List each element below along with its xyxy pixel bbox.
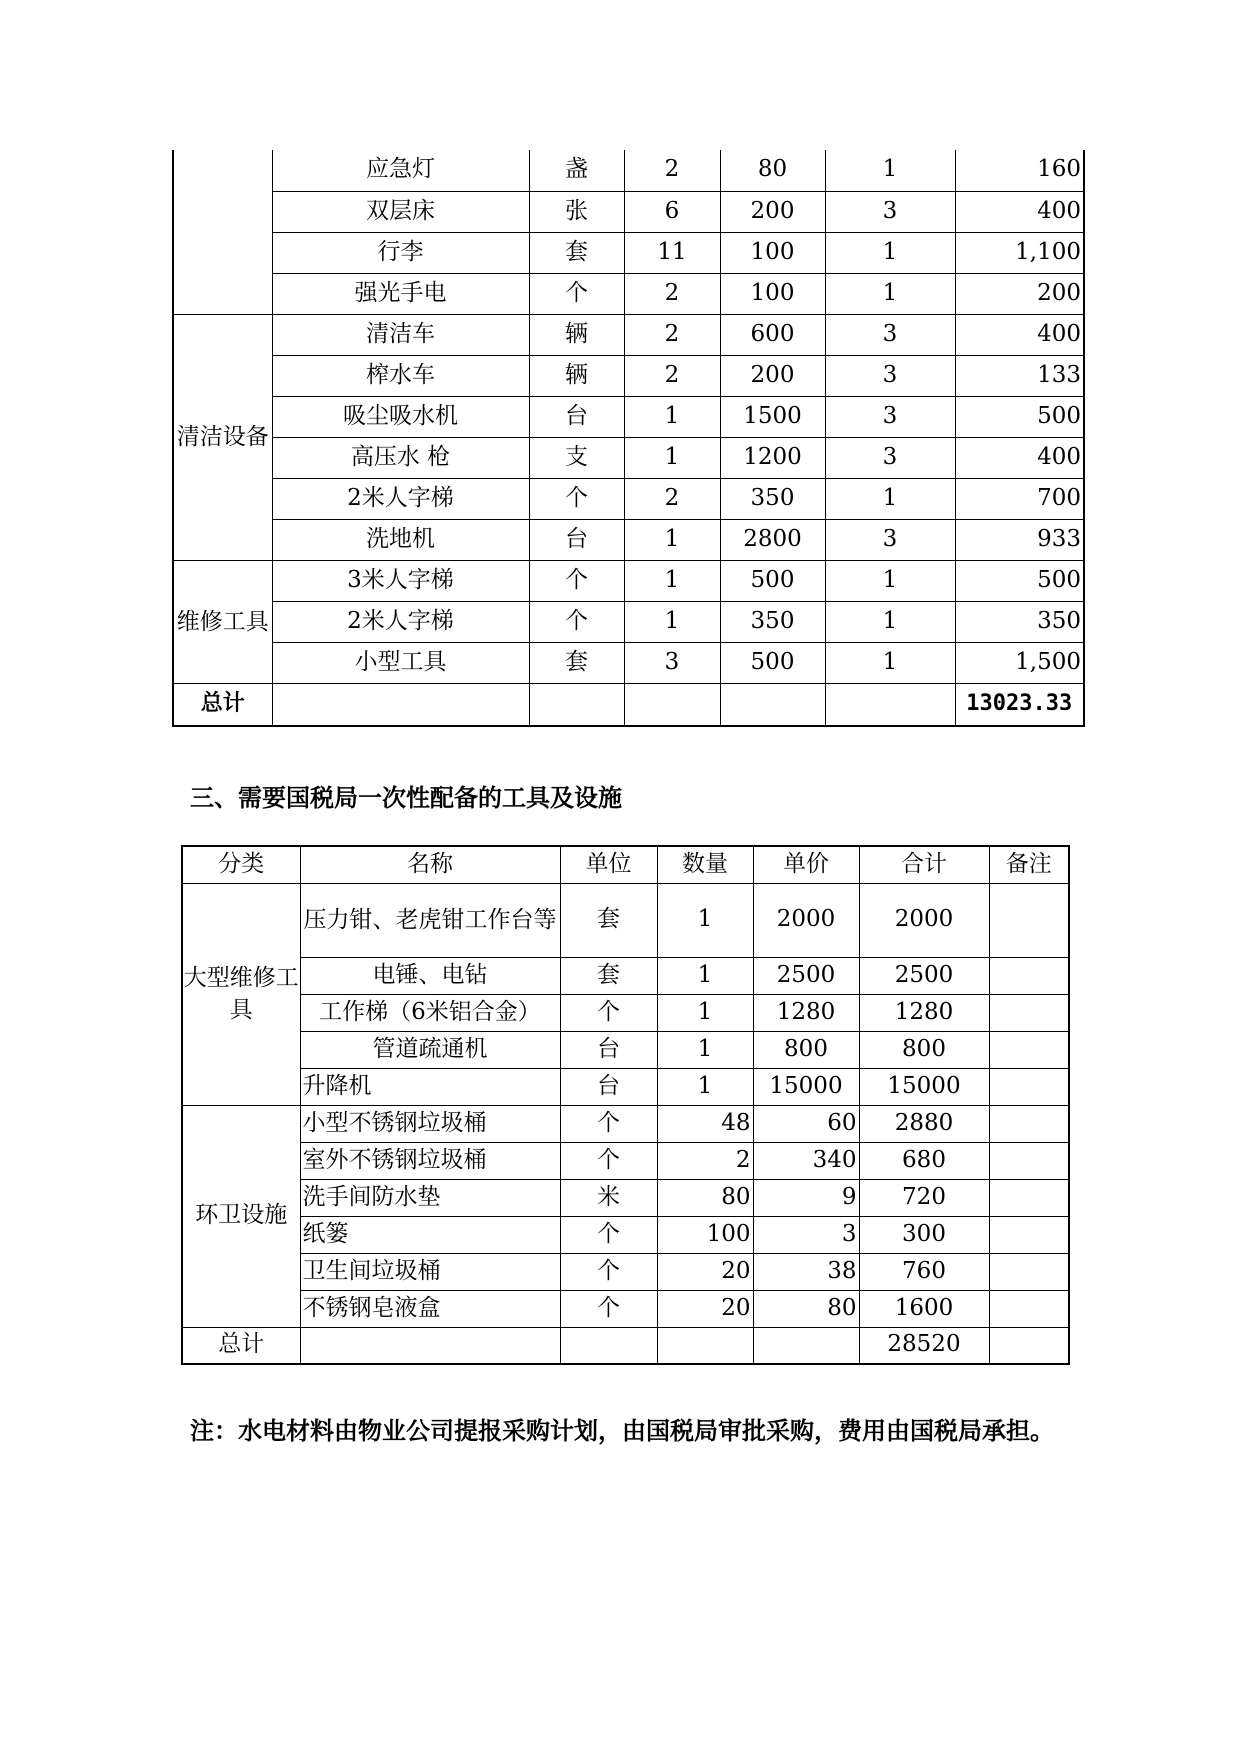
item-name: 榨水车 [272,355,529,396]
item-remark [989,1179,1069,1216]
item-unit: 辆 [529,314,624,355]
item-unit: 套 [529,642,624,683]
item-years: 3 [825,314,955,355]
item-remark [989,1216,1069,1253]
item-years: 3 [825,191,955,232]
table-row [182,1142,1069,1179]
table-row [182,1253,1069,1290]
table-row [173,273,1084,314]
item-price: 3 [753,1216,859,1253]
table-row [173,519,1084,560]
total-row [182,1327,1069,1364]
item-name: 3米人字梯 [272,560,529,601]
item-name: 小型工具 [272,642,529,683]
item-qty: 20 [657,1253,753,1290]
item-price: 500 [720,560,825,601]
item-years: 1 [825,560,955,601]
item-remark [989,1142,1069,1179]
item-price: 60 [753,1105,859,1142]
total-label: 总计 [173,683,272,726]
item-unit: 盏 [529,150,624,191]
item-price: 15000 [753,1068,859,1105]
item-total: 1,100 [955,232,1084,273]
item-remark [989,1068,1069,1105]
item-total: 933 [955,519,1084,560]
item-unit: 张 [529,191,624,232]
item-total: 400 [955,314,1084,355]
item-qty: 2 [624,314,720,355]
footnote: 注：水电材料由物业公司提报采购计划，由国税局审批采购，费用由国税局承担。 [190,1417,1054,1445]
table-row [173,437,1084,478]
item-years: 1 [825,642,955,683]
item-name: 不锈钢皂液盒 [300,1290,560,1327]
item-name: 小型不锈钢垃圾桶 [300,1105,560,1142]
item-name: 2米人字梯 [272,601,529,642]
item-total: 160 [955,150,1084,191]
item-years: 3 [825,437,955,478]
item-name: 洗手间防水垫 [300,1179,560,1216]
header-price: 单价 [753,846,859,883]
item-total: 1600 [859,1290,989,1327]
item-unit: 米 [560,1179,657,1216]
item-total: 133 [955,355,1084,396]
item-name: 压力钳、老虎钳工作台等 [300,883,560,957]
item-price: 100 [720,232,825,273]
item-years: 1 [825,150,955,191]
table-row [182,883,1069,957]
item-price: 500 [720,642,825,683]
header-unit: 单位 [560,846,657,883]
item-qty: 3 [624,642,720,683]
item-price: 80 [720,150,825,191]
header-remark: 备注 [989,846,1069,883]
item-price: 1200 [720,437,825,478]
item-price: 200 [720,191,825,232]
item-total: 1280 [859,994,989,1031]
item-total: 1,500 [955,642,1084,683]
item-name: 升降机 [300,1068,560,1105]
item-unit: 套 [560,957,657,994]
item-price: 2000 [753,883,859,957]
item-price: 38 [753,1253,859,1290]
table-row [173,191,1084,232]
total-row [173,683,1084,726]
item-unit: 个 [560,994,657,1031]
item-price: 9 [753,1179,859,1216]
item-unit: 个 [560,1216,657,1253]
item-remark [989,1290,1069,1327]
empty-cell [624,683,720,726]
item-total: 2500 [859,957,989,994]
empty-cell [657,1327,753,1364]
item-qty: 1 [657,957,753,994]
item-unit: 个 [560,1253,657,1290]
item-total: 15000 [859,1068,989,1105]
item-price: 340 [753,1142,859,1179]
item-years: 3 [825,355,955,396]
item-unit: 台 [529,396,624,437]
item-total: 500 [955,560,1084,601]
table-row [182,1179,1069,1216]
one-time-equipment-table [181,845,1070,1365]
item-qty: 1 [624,601,720,642]
item-years: 3 [825,396,955,437]
item-total: 400 [955,437,1084,478]
table-row [173,560,1084,601]
item-name: 双层床 [272,191,529,232]
item-unit: 个 [560,1290,657,1327]
table-row [182,1105,1069,1142]
item-price: 2800 [720,519,825,560]
item-total: 800 [859,1031,989,1068]
item-qty: 1 [657,883,753,957]
empty-cell [825,683,955,726]
table-row [173,150,1084,191]
item-qty: 11 [624,232,720,273]
item-remark [989,957,1069,994]
item-unit: 个 [529,478,624,519]
table-row [182,1068,1069,1105]
item-qty: 2 [624,478,720,519]
category-cell: 清洁设备 [173,314,272,560]
item-qty: 1 [624,437,720,478]
item-name: 卫生间垃圾桶 [300,1253,560,1290]
table-row [182,994,1069,1031]
table-row [182,957,1069,994]
category-cell: 环卫设施 [182,1105,300,1327]
item-total: 760 [859,1253,989,1290]
item-qty: 20 [657,1290,753,1327]
item-name: 管道疏通机 [300,1031,560,1068]
item-unit: 台 [560,1068,657,1105]
item-qty: 80 [657,1179,753,1216]
item-qty: 2 [624,273,720,314]
item-price: 350 [720,478,825,519]
item-name: 应急灯 [272,150,529,191]
item-qty: 2 [624,355,720,396]
item-name: 洗地机 [272,519,529,560]
item-qty: 1 [624,396,720,437]
item-name: 纸篓 [300,1216,560,1253]
empty-cell [300,1327,560,1364]
item-price: 100 [720,273,825,314]
table-row [173,601,1084,642]
item-qty: 2 [624,150,720,191]
item-unit: 支 [529,437,624,478]
item-total: 350 [955,601,1084,642]
item-name: 清洁车 [272,314,529,355]
item-qty: 100 [657,1216,753,1253]
empty-cell [989,1327,1069,1364]
item-name: 工作梯（6米铝合金） [300,994,560,1031]
item-remark [989,994,1069,1031]
item-total: 2000 [859,883,989,957]
item-years: 1 [825,273,955,314]
item-qty: 2 [657,1142,753,1179]
empty-cell [560,1327,657,1364]
item-name: 吸尘吸水机 [272,396,529,437]
item-name: 行李 [272,232,529,273]
header-total: 合计 [859,846,989,883]
item-qty: 1 [657,1031,753,1068]
item-unit: 个 [560,1105,657,1142]
item-unit: 套 [560,883,657,957]
item-price: 600 [720,314,825,355]
header-name: 名称 [300,846,560,883]
item-total: 700 [955,478,1084,519]
category-cell: 大型维修工具 [182,883,300,1105]
item-total: 200 [955,273,1084,314]
total-value: 28520 [859,1327,989,1364]
table-row [173,478,1084,519]
table-row [173,314,1084,355]
item-unit: 个 [529,273,624,314]
empty-cell [529,683,624,726]
item-years: 1 [825,232,955,273]
item-qty: 1 [624,560,720,601]
item-years: 3 [825,519,955,560]
item-price: 1280 [753,994,859,1031]
item-unit: 辆 [529,355,624,396]
item-unit: 台 [560,1031,657,1068]
item-name: 高压水 枪 [272,437,529,478]
table-row [173,355,1084,396]
item-qty: 48 [657,1105,753,1142]
item-total: 400 [955,191,1084,232]
item-price: 80 [753,1290,859,1327]
item-remark [989,883,1069,957]
table-header-row [182,846,1069,883]
item-qty: 1 [657,1068,753,1105]
item-price: 1500 [720,396,825,437]
header-qty: 数量 [657,846,753,883]
item-years: 1 [825,478,955,519]
header-category: 分类 [182,846,300,883]
equipment-table-continued [172,150,1085,727]
item-total: 680 [859,1142,989,1179]
empty-cell [753,1327,859,1364]
item-qty: 1 [624,519,720,560]
item-unit: 个 [529,560,624,601]
item-name: 电锤、电钻 [300,957,560,994]
item-price: 200 [720,355,825,396]
empty-cell [720,683,825,726]
item-remark [989,1031,1069,1068]
empty-cell [272,683,529,726]
item-total: 300 [859,1216,989,1253]
total-value: 13023.33 [955,683,1084,726]
item-remark [989,1253,1069,1290]
table-row [173,232,1084,273]
item-unit: 台 [529,519,624,560]
item-price: 800 [753,1031,859,1068]
item-years: 1 [825,601,955,642]
item-name: 室外不锈钢垃圾桶 [300,1142,560,1179]
table-row [182,1216,1069,1253]
section-heading: 三、需要国税局一次性配备的工具及设施 [190,784,622,812]
item-remark [989,1105,1069,1142]
item-total: 500 [955,396,1084,437]
item-name: 强光手电 [272,273,529,314]
item-unit: 个 [560,1142,657,1179]
total-label: 总计 [182,1327,300,1364]
item-total: 2880 [859,1105,989,1142]
item-unit: 个 [529,601,624,642]
item-price: 350 [720,601,825,642]
table-row [173,396,1084,437]
item-total: 720 [859,1179,989,1216]
item-qty: 1 [657,994,753,1031]
item-qty: 6 [624,191,720,232]
item-name: 2米人字梯 [272,478,529,519]
item-price: 2500 [753,957,859,994]
category-cell: 维修工具 [173,560,272,683]
table-row [182,1290,1069,1327]
table-row [182,1031,1069,1068]
table-row [173,642,1084,683]
category-cell-continued [173,150,272,314]
item-unit: 套 [529,232,624,273]
